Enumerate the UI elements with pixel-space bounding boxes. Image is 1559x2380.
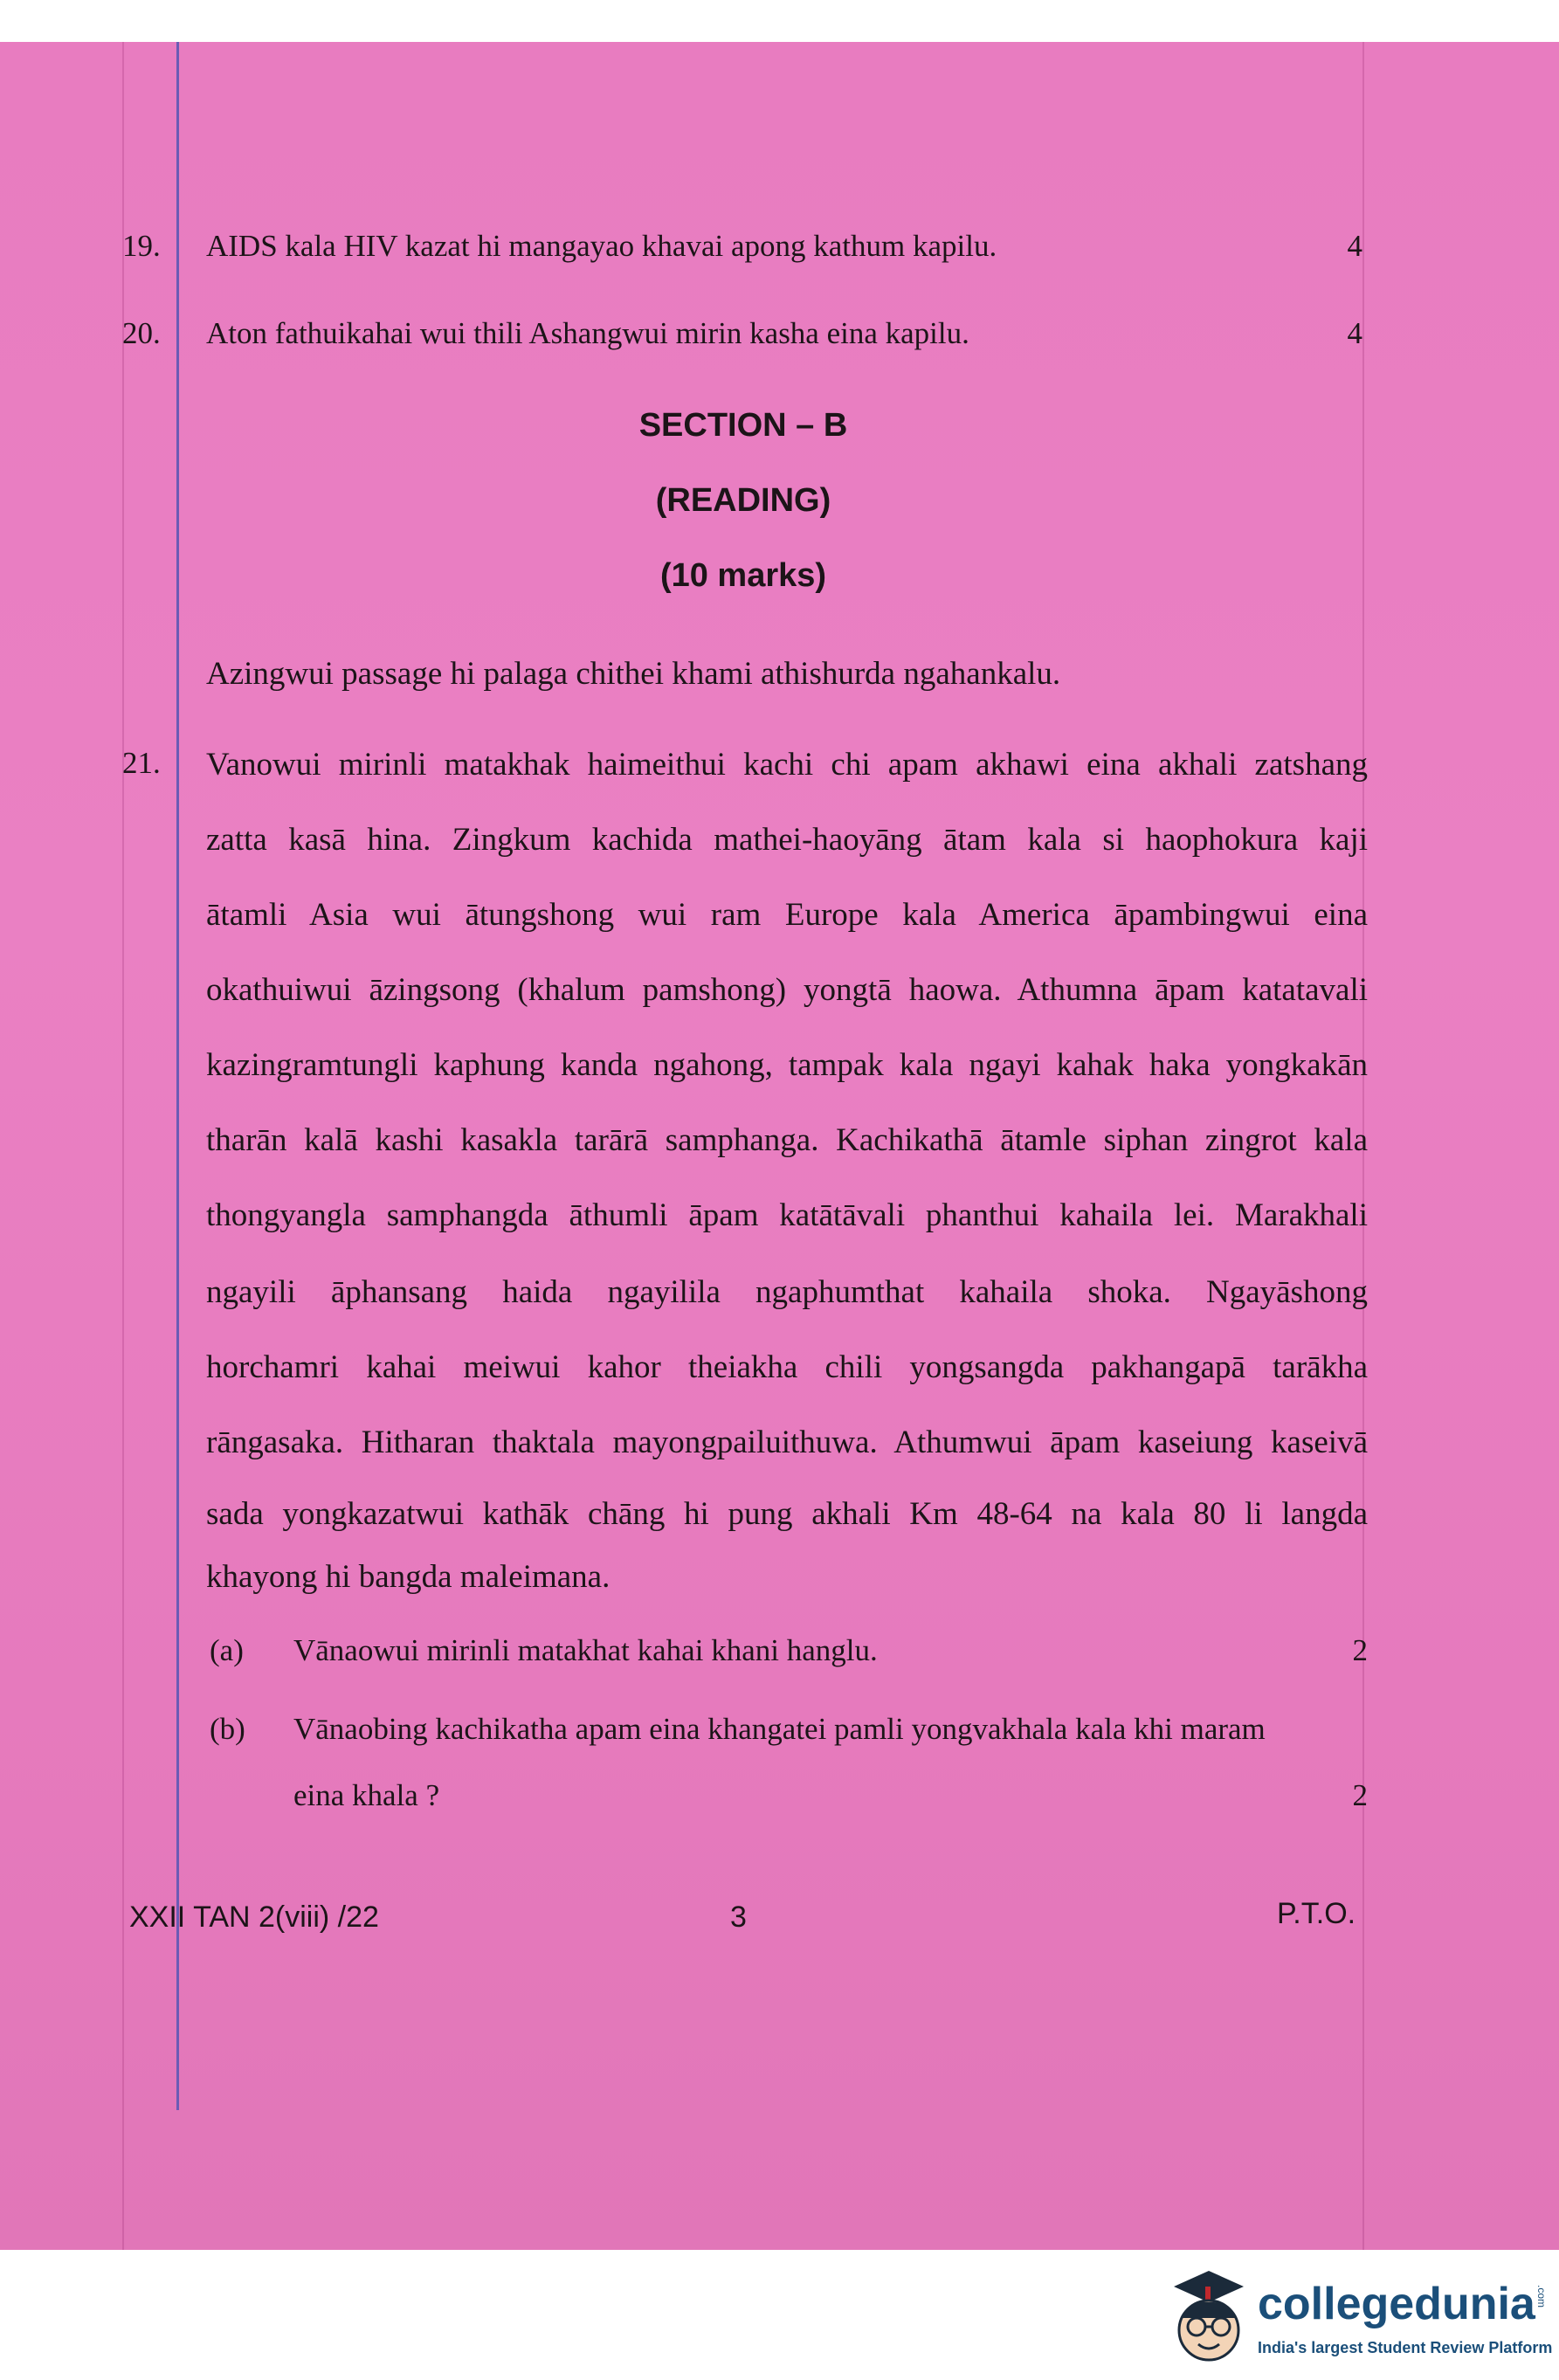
mascot-logo-icon xyxy=(1162,2257,1252,2376)
passage-line: sada yongkazatwui kathāk chāng hi pung akhali Km 48-64 na kala 80 li langda xyxy=(206,1496,1368,1532)
brand-name: collegedunia xyxy=(1258,2279,1535,2329)
question-text: Aton fathuikahai wui thili Ashangwui mirin kasha eina kapilu. xyxy=(206,316,969,350)
passage-line: ātamli Asia wui ātungshong wui ram Europe kala America āpambingwui eina xyxy=(206,897,1368,933)
subquestion-text: Vānaobing kachikatha apam eina khangatei pamli yongvakhala kala khi maram xyxy=(293,1712,1266,1746)
brand-watermark xyxy=(1153,2250,1559,2380)
passage-line: tharān kalā kashi kasakla tarārā samphanga. Kachikathā ātamle siphan zingrot kala xyxy=(206,1122,1368,1158)
pto-label: P.T.O. xyxy=(1277,1897,1356,1930)
question-number: 20. xyxy=(122,316,161,350)
passage-line: zatta kasā hina. Zingkum kachida mathei-haoyāng ātam kala si haophokura kaji xyxy=(206,822,1368,858)
question-marks: 4 xyxy=(1347,229,1362,263)
exam-page xyxy=(0,42,1559,2250)
scan-top-border xyxy=(0,0,1559,42)
passage-line: horchamri kahai meiwui kahor theiakha chili yongsangda pakhangapā tarākha xyxy=(206,1349,1368,1385)
passage-line: Vanowui mirinli matakhak haimeithui kachi chi apam akhawi eina akhali zatshang xyxy=(206,747,1368,783)
question-number: 19. xyxy=(122,229,161,263)
instruction-text: Azingwui passage hi palaga chithei khami athishurda ngahankalu. xyxy=(206,656,1061,692)
paper-fold xyxy=(122,42,124,2250)
subquestion-text-continued: eina khala ? xyxy=(293,1778,440,1812)
section-subtitle: (READING) xyxy=(655,482,831,519)
brand-tagline: India's largest Student Review Platform xyxy=(1258,2339,1553,2356)
section-marks: (10 marks) xyxy=(659,557,827,594)
paper-code: XXII TAN 2(viii) /22 xyxy=(129,1901,379,1934)
passage-line: khayong hi bangda maleimana. xyxy=(206,1559,610,1595)
subquestion-label: (a) xyxy=(210,1633,244,1667)
subquestion-text: Vānaowui mirinli matakhat kahai khani hanglu. xyxy=(293,1633,878,1667)
question-number: 21. xyxy=(122,746,161,780)
passage-line: okathuiwui āzingsong (khalum pamshong) yongtā haowa. Athumna āpam katatavali xyxy=(206,972,1368,1008)
subquestion-marks: 2 xyxy=(1352,1633,1368,1667)
margin-line xyxy=(176,42,179,2110)
brand-domain: .com xyxy=(1535,2285,1548,2308)
passage-line: kazingramtungli kaphung kanda ngahong, tampak kala ngayi kahak haka yongkakān xyxy=(206,1047,1368,1083)
section-title: SECTION – B xyxy=(638,407,848,444)
page-number: 3 xyxy=(730,1901,747,1934)
question-marks: 4 xyxy=(1347,316,1362,350)
subquestion-label: (b) xyxy=(210,1712,245,1746)
passage-line: ngayili āphansang haida ngayilila ngaphumthat kahaila shoka. Ngayāshong xyxy=(206,1274,1368,1310)
question-text: AIDS kala HIV kazat hi mangayao khavai apong kathum kapilu. xyxy=(206,229,997,263)
passage-line: thongyangla samphangda āthumli āpam katātāvali phanthui kahaila lei. Marakhali xyxy=(206,1197,1368,1233)
subquestion-marks: 2 xyxy=(1352,1778,1368,1812)
passage-line: rāngasaka. Hitharan thaktala mayongpailuithuwa. Athumwui āpam kaseiung kaseivā xyxy=(206,1425,1368,1460)
